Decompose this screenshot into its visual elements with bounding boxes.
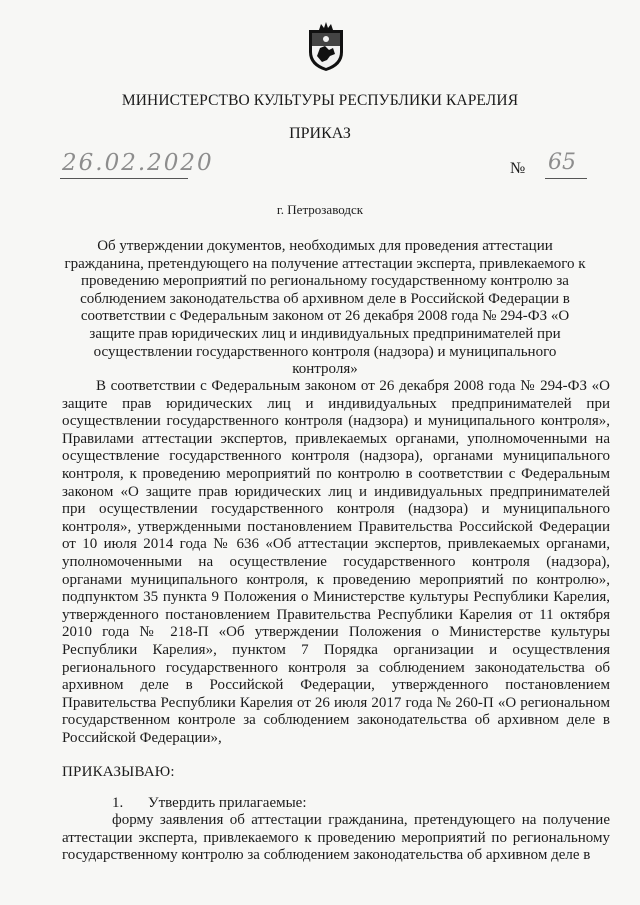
coat-of-arms-emblem [305, 22, 347, 72]
handwritten-date: 26.02.2020 [62, 150, 214, 176]
number-label: № [510, 160, 526, 177]
form-paragraph: форму заявления об аттестации гражданина, претендующего на получение аттестации эксперта, привлекаемого к проведению мероприятий по региональному государственному контролю за соблюдением законодательства об архивном деле в [62, 812, 610, 864]
date-underline [60, 178, 188, 179]
ministry-name: МИНИСТЕРСТВО КУЛЬТУРЫ РЕСПУБЛИКИ КАРЕЛИЯ [121, 92, 519, 109]
preamble-paragraph: В соответствии с Федеральным законом от 26 декабря 2008 года № 294-ФЗ «О защите прав юридических лиц и индивидуальных предпринимателей при осуществлении государственного контроля (надзора) и муниципального контроля», Правилами аттестации экспертов, привлекаемых органами, уполномоченными на осуществление государственного контроля (надзора), органами муниципального контроля, к проведению мероприятий по контролю в соответствии с Федеральным законом «О защите прав юридических лиц и индивидуальных предпринимателей при осуществлении государственного контроля (надзора) и муниципального контроля», утвержденными постановлением Правительства Российской Федерации от 10 июля 2014 года № 636 «Об аттестации экспертов, привлекаемых органами, уполномоченными на осуществление государственного контроля (надзора), органами муниципального контроля, к проведению мероприятий по контролю», подпунктом 35 пункта 9 Положения о Министерстве культуры Республики Карелия, утвержденного постановлением Правительства Республики Карелия от 11 октября 2010 года № 218-П «Об утверждении Положения о Министерстве культуры Республики Карелия», пунктом 7 Порядка организации и осуществления регионального государственного контроля за соблюдением законодательства об архивном деле в Российской Федерации, утвержденного постановлением Правительства Республики Карелия от 26 июля 2017 года № 260-П «О региональном государственном контроле за соблюдением законодательства об архивном деле в Российской Федерации», [62, 378, 610, 746]
list-item [112, 795, 307, 812]
document-type: ПРИКАЗ [289, 125, 351, 142]
number-underline [545, 178, 587, 179]
list-item-number: 1. [112, 795, 124, 811]
order-directive: ПРИКАЗЫВАЮ: [62, 764, 175, 780]
city-line: г. Петрозаводск [276, 202, 364, 217]
handwritten-number: 65 [548, 150, 576, 175]
list-item-text: Утвердить прилагаемые: [148, 795, 307, 811]
order-subject: Об утверждении документов, необходимых для проведения аттестации гражданина, претендующего на получение аттестации эксперта, привлекаемого к проведению мероприятий по региональному государственному контролю за соблюдением законодательства об архивном деле в Российской Федерации в соответствии с Федеральным законом от 26 декабря 2008 года № 294-ФЗ «О защите прав юридических лиц и индивидуальных предпринимателей при осуществлении государственного контроля (надзора) и муниципального контроля» [64, 238, 586, 378]
